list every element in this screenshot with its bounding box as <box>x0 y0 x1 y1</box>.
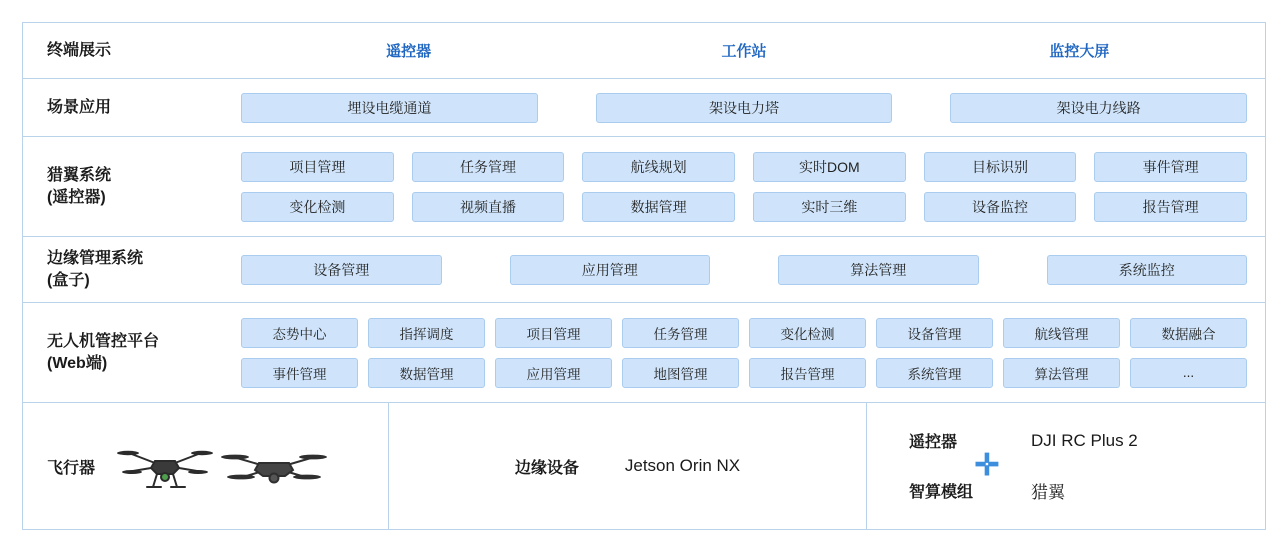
row-terminal-display <box>23 23 1265 79</box>
platform-module-chip: 态势中心 <box>241 318 358 348</box>
row-label-terminal-display <box>23 23 223 78</box>
row-label-falcon-line1: 猎翼系统 <box>47 166 112 184</box>
row-label-terminal-display-text: 终端展示 <box>47 41 112 59</box>
falcon-module-chip: 设备监控 <box>924 192 1077 222</box>
row-body-scenario <box>223 79 1265 136</box>
folding-drone-icon <box>219 437 329 495</box>
hardware-edge-label: 边缘设备 <box>514 459 579 477</box>
edge-module-chip: 算法管理 <box>778 255 979 285</box>
row-hardware <box>23 403 1265 529</box>
platform-module-chip: 报告管理 <box>749 358 866 388</box>
falcon-module-chip: 报告管理 <box>1094 192 1247 222</box>
falcon-module-chip: 任务管理 <box>412 152 565 182</box>
hardware-remote-controller-cell <box>867 403 1265 529</box>
hardware-aircraft-label: 飞行器 <box>47 459 96 477</box>
edge-module-chip: 系统监控 <box>1047 255 1248 285</box>
row-scenario-application <box>23 79 1265 137</box>
platform-module-chip: 地图管理 <box>622 358 739 388</box>
platform-module-chip: 应用管理 <box>495 358 612 388</box>
remote-controller-grid <box>909 429 1138 503</box>
hardware-module-label: 智算模组 <box>909 484 974 501</box>
platform-module-chip: ... <box>1130 358 1247 388</box>
platform-module-chip: 算法管理 <box>1003 358 1120 388</box>
row-body-uav-platform <box>223 303 1265 402</box>
row-body-terminal-display <box>223 23 1265 78</box>
row-label-edge-management <box>23 237 223 302</box>
terminal-item: 工作站 <box>721 43 767 60</box>
row-body-edge-management <box>223 237 1265 302</box>
row-label-falcon-system <box>23 137 223 236</box>
terminal-item: 监控大屏 <box>1049 43 1110 60</box>
scenario-chip: 架设电力塔 <box>596 93 893 123</box>
scenario-items <box>241 93 1247 123</box>
terminal-item: 遥控器 <box>386 43 432 60</box>
row-label-edge-line1: 边缘管理系统 <box>47 249 144 267</box>
drone-illustrations <box>117 437 329 495</box>
falcon-module-chip: 数据管理 <box>582 192 735 222</box>
hardware-rc-label: 遥控器 <box>909 434 958 451</box>
falcon-module-chip: 事件管理 <box>1094 152 1247 182</box>
hardware-aircraft-cell <box>23 403 389 529</box>
row-uav-platform <box>23 303 1265 403</box>
edge-module-items <box>241 255 1247 285</box>
platform-module-grid <box>241 318 1247 388</box>
scenario-chip: 架设电力线路 <box>950 93 1247 123</box>
platform-module-chip: 项目管理 <box>495 318 612 348</box>
row-label-scenario-text: 场景应用 <box>47 98 112 116</box>
falcon-module-chip: 目标识别 <box>924 152 1077 182</box>
platform-module-chip: 数据管理 <box>368 358 485 388</box>
row-falcon-system <box>23 137 1265 237</box>
row-body-falcon-system <box>223 137 1265 236</box>
row-label-platform-line1: 无人机管控平台 <box>47 332 160 350</box>
edge-module-chip: 设备管理 <box>241 255 442 285</box>
platform-module-chip: 系统管理 <box>876 358 993 388</box>
row-label-scenario <box>23 79 223 136</box>
falcon-module-grid <box>241 152 1247 222</box>
platform-module-chip: 数据融合 <box>1130 318 1247 348</box>
quadcopter-drone-icon <box>117 437 213 495</box>
platform-module-chip: 变化检测 <box>749 318 866 348</box>
platform-module-chip: 航线管理 <box>1003 318 1120 348</box>
platform-module-chip: 指挥调度 <box>368 318 485 348</box>
falcon-module-chip: 视频直播 <box>412 192 565 222</box>
platform-module-chip: 设备管理 <box>876 318 993 348</box>
row-label-platform-line2: (Web端) <box>47 354 108 372</box>
platform-module-chip: 事件管理 <box>241 358 358 388</box>
architecture-diagram <box>22 22 1266 530</box>
hardware-edge-device-cell <box>389 403 867 529</box>
row-label-falcon-line2: (遥控器) <box>47 188 106 206</box>
hardware-rc-value: DJI RC Plus 2 <box>1031 430 1138 450</box>
falcon-module-chip: 实时DOM <box>753 152 906 182</box>
falcon-module-chip: 实时三维 <box>753 192 906 222</box>
plus-icon: ✛ <box>974 449 1000 482</box>
hardware-edge-value: Jetson Orin NX <box>624 456 741 475</box>
edge-module-chip: 应用管理 <box>510 255 711 285</box>
scenario-chip: 埋设电缆通道 <box>241 93 538 123</box>
falcon-module-chip: 航线规划 <box>582 152 735 182</box>
hardware-module-value: 猎翼 <box>1031 483 1066 502</box>
platform-module-chip: 任务管理 <box>622 318 739 348</box>
row-label-edge-line2: (盒子) <box>47 271 90 289</box>
falcon-module-chip: 项目管理 <box>241 152 394 182</box>
row-label-uav-platform <box>23 303 223 402</box>
terminal-items <box>241 40 1247 61</box>
row-edge-management <box>23 237 1265 303</box>
falcon-module-chip: 变化检测 <box>241 192 394 222</box>
